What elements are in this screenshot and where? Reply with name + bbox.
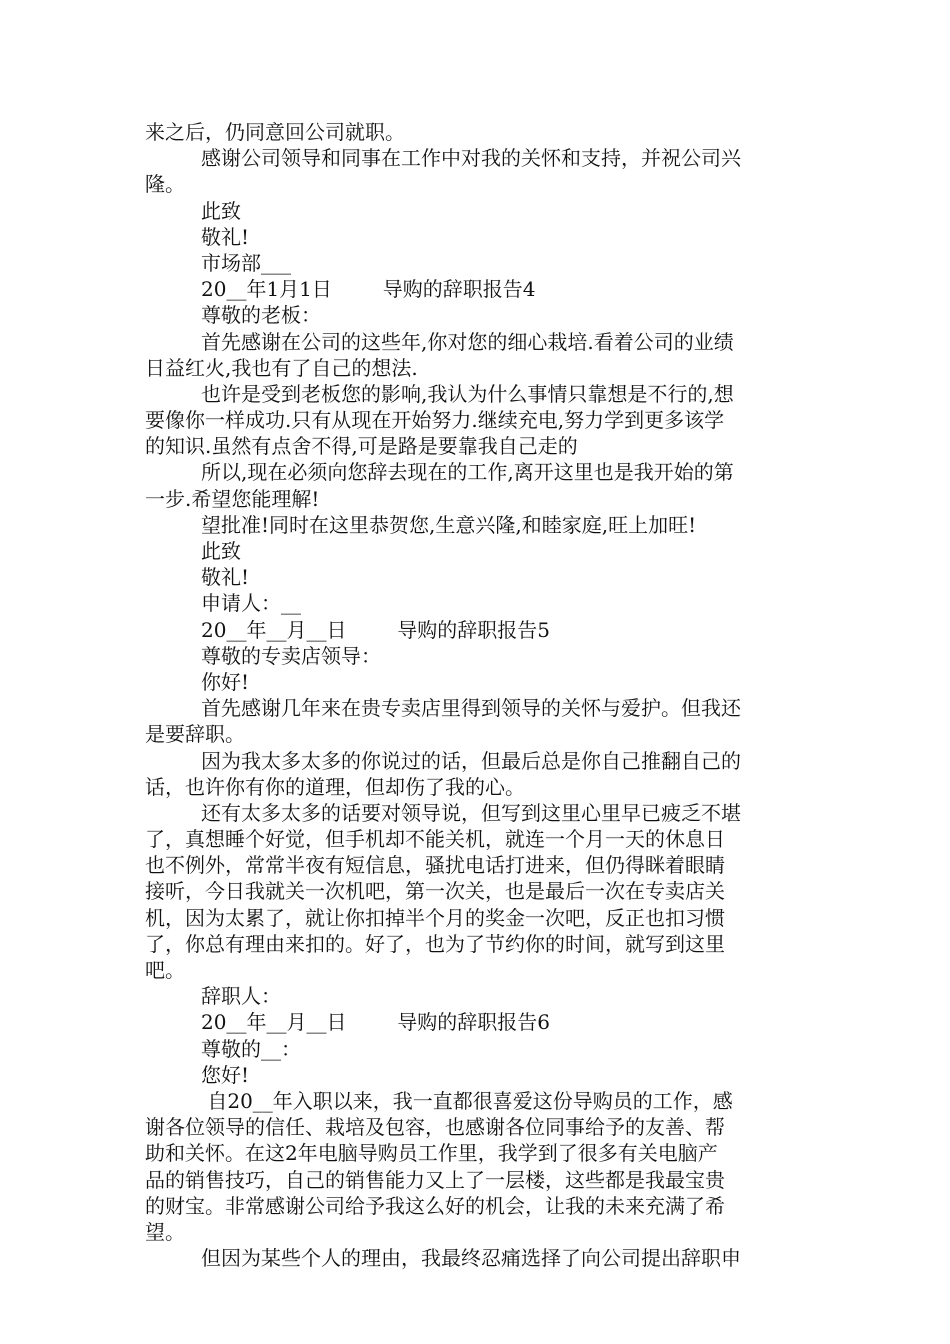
- text-line: 品的销售技巧，自己的销售能力又上了一层楼，这些都是我最宝贵: [145, 1167, 725, 1192]
- text-line: 也许是受到老板您的影响,我认为什么事情只靠想是不行的,想: [201, 381, 734, 406]
- text-line: 尊敬的老板：: [201, 303, 321, 328]
- text-line: 机，因为太累了，就让你扣掉半个月的奖金一次吧，反正也扣习惯: [145, 905, 725, 930]
- text-line: 还有太多太多的话要对领导说，但写到这里心里早已疲乏不堪: [201, 800, 741, 825]
- text-line: 首先感谢几年来在贵专卖店里得到领导的关怀与爱护。但我还: [201, 696, 741, 721]
- text-line: 也不例外，常常半夜有短信息，骚扰电话打进来，但仍得眯着眼睛: [145, 853, 725, 878]
- text-line: 首先感谢在公司的这些年,你对您的细心栽培.看着公司的业绩: [201, 329, 734, 354]
- text-line: 的知识.虽然有点舍不得,可是路是要靠我自己走的: [145, 434, 578, 459]
- text-line: 20__年1月1日 导购的辞职报告4: [201, 277, 536, 302]
- text-line: 感谢公司领导和同事在工作中对我的关怀和支持，并祝公司兴: [201, 146, 741, 171]
- text-line: 了，真想睡个好觉，但手机却不能关机，就连一个月一天的休息日: [145, 827, 725, 852]
- text-line: 所以,现在必须向您辞去现在的工作,离开这里也是我开始的第: [201, 460, 734, 485]
- text-line: 的财宝。非常感谢公司给予我这么好的机会，让我的未来充满了希: [145, 1193, 725, 1218]
- text-line: 望。: [145, 1219, 185, 1244]
- text-line: 20__年__月__日 导购的辞职报告5: [201, 617, 551, 642]
- text-line: 是要辞职。: [145, 722, 245, 747]
- text-line: 一步.希望您能理解!: [145, 486, 320, 511]
- text-line: 尊敬的__：: [201, 1036, 301, 1061]
- text-line: 话，也许你有你的道理，但却伤了我的心。: [145, 774, 525, 799]
- text-line: 要像你一样成功.只有从现在开始努力.继续充电,努力学到更多该学: [145, 408, 725, 433]
- text-line: 敬礼!: [201, 565, 250, 590]
- text-line: 但因为某些个人的理由，我最终忍痛选择了向公司提出辞职申: [201, 1246, 741, 1271]
- text-line: 来之后，仍同意回公司就职。: [145, 120, 405, 144]
- text-line: 市场部___: [201, 250, 291, 275]
- text-line: 申请人：__: [201, 591, 301, 616]
- text-line: 您好!: [201, 1062, 250, 1087]
- text-line: 吧。: [145, 958, 185, 982]
- text-line: 你好!: [201, 669, 250, 694]
- text-line: 尊敬的专卖店领导：: [201, 643, 381, 668]
- text-line: 接听，今日我就关一次机吧，第一次关，也是最后一次在专卖店关: [145, 879, 725, 904]
- text-line: 此致: [201, 539, 241, 563]
- text-line: 谢各位领导的信任、栽培及包容，也感谢各位同事给予的友善、帮: [145, 1115, 725, 1140]
- text-line: 辞职人：: [201, 984, 281, 1009]
- document-body: [145, 119, 813, 1271]
- text-line: 隆。: [145, 172, 185, 197]
- text-line: 因为我太多太多的你说过的话，但最后总是你自己推翻自己的: [201, 748, 741, 773]
- text-line: 了，你总有理由来扣的。好了，也为了节约你的时间，就写到这里: [145, 931, 725, 956]
- text-line: 20__年__月__日 导购的辞职报告6: [201, 1010, 551, 1035]
- text-line: 自20__年入职以来，我一直都很喜爱这份导购员的工作，感: [201, 1088, 733, 1113]
- text-line: 助和关怀。在这2年电脑导购员工作里，我学到了很多有关电脑产: [145, 1141, 718, 1166]
- text-line: 望批准!同时在这里恭贺您,生意兴隆,和睦家庭,旺上加旺!: [201, 512, 697, 537]
- text-line: 日益红火,我也有了自己的想法.: [145, 355, 418, 380]
- text-line: 此致: [201, 198, 241, 223]
- text-line: 敬礼!: [201, 224, 250, 249]
